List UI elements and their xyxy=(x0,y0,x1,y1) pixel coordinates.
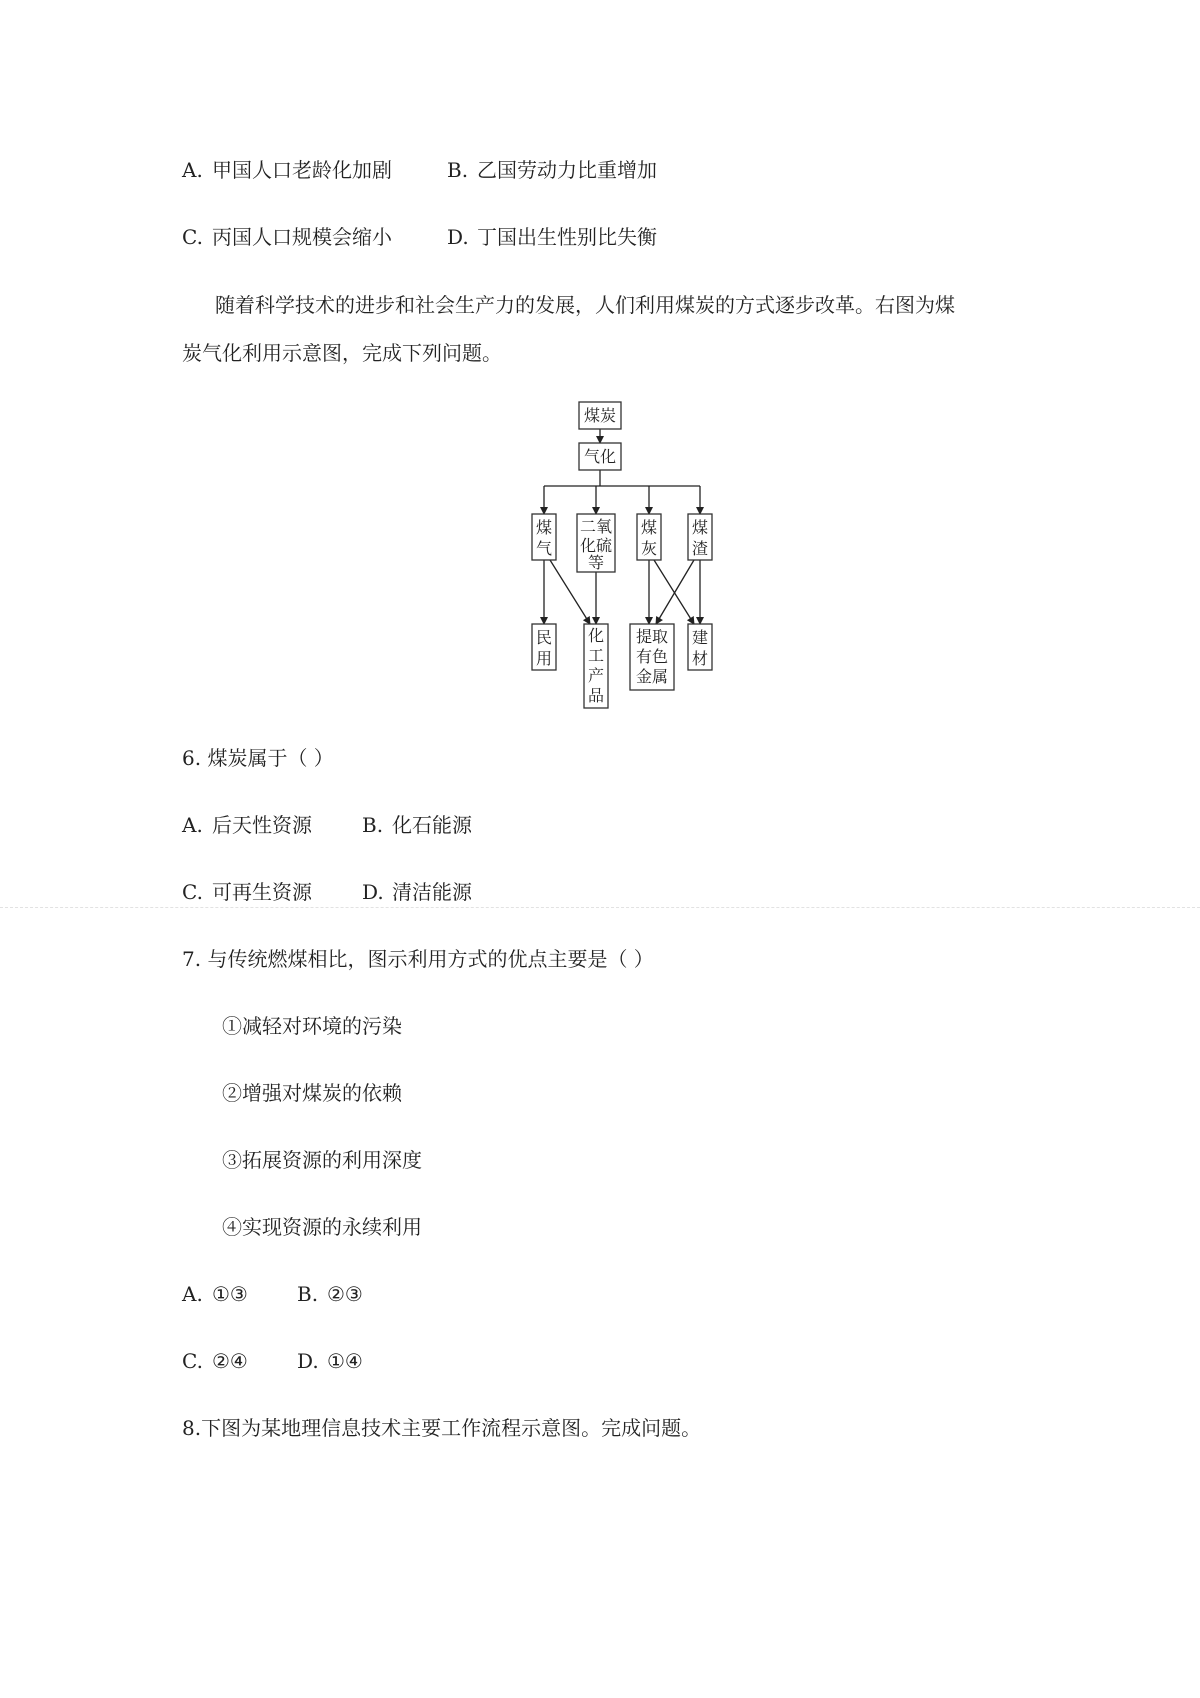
option-letter: A. xyxy=(182,813,203,837)
option-letter: B. xyxy=(447,158,469,182)
option-letter: B. xyxy=(297,1282,319,1306)
option-text: 乙国劳动力比重增加 xyxy=(477,158,657,182)
option-letter: D. xyxy=(447,225,469,249)
q6-stem: 6. 煤炭属于（ ） xyxy=(182,746,334,770)
option-letter: D. xyxy=(362,880,384,904)
node-ash xyxy=(637,514,661,560)
node-gas xyxy=(532,514,556,560)
node-metal-line-2: 有色 xyxy=(635,647,669,666)
option-text: ②④ xyxy=(212,1349,248,1373)
node-civil xyxy=(532,624,556,670)
node-gasify-label: 气化 xyxy=(583,447,617,466)
node-build-line-1: 建 xyxy=(691,628,709,647)
q7-item-4: ④实现资源的永续利用 xyxy=(222,1215,422,1239)
node-civil-line-2: 用 xyxy=(535,649,553,668)
node-ash-line-2: 灰 xyxy=(640,539,658,558)
q6-option-c xyxy=(182,878,312,906)
q7-stem: 7. 与传统燃煤相比，图示利用方式的优点主要是（ ） xyxy=(182,947,654,971)
q7-option-d xyxy=(297,1347,363,1375)
coal-gasification-diagram xyxy=(520,398,720,710)
node-chem-line-4: 品 xyxy=(587,686,605,705)
node-civil-line-1: 民 xyxy=(535,628,553,647)
node-build xyxy=(688,624,712,670)
q5-option-a xyxy=(182,156,392,184)
node-gasify xyxy=(579,443,621,470)
option-text: 清洁能源 xyxy=(392,880,472,904)
option-text: 丙国人口规模会缩小 xyxy=(212,225,392,249)
q6-option-d xyxy=(362,878,472,906)
node-gas-line-2: 气 xyxy=(535,539,553,558)
option-text: 化石能源 xyxy=(392,813,472,837)
option-letter: B. xyxy=(362,813,384,837)
node-chem-line-2: 工 xyxy=(587,646,605,665)
q6-option-b xyxy=(362,811,472,839)
option-text: ①④ xyxy=(327,1349,363,1373)
option-text: ①③ xyxy=(212,1282,248,1306)
node-metal-line-3: 金属 xyxy=(635,667,669,686)
q7-item-3: ③拓展资源的利用深度 xyxy=(222,1148,422,1172)
option-text: 甲国人口老龄化加剧 xyxy=(212,158,392,182)
node-slag-line-2: 渣 xyxy=(691,539,709,558)
node-build-line-2: 材 xyxy=(691,649,709,668)
node-chem-line-1: 化 xyxy=(587,626,605,645)
passage-line-2: 炭气化利用示意图，完成下列问题。 xyxy=(182,341,502,365)
node-metal xyxy=(630,624,674,690)
node-slag xyxy=(688,514,712,560)
node-coal xyxy=(579,402,621,429)
q7-option-c xyxy=(182,1347,248,1375)
option-text: 可再生资源 xyxy=(212,880,312,904)
q5-option-d xyxy=(447,223,657,251)
node-so2-line-2: 化硫 xyxy=(579,536,613,555)
node-so2-line-3: 等 xyxy=(587,553,605,572)
q5-option-b xyxy=(447,156,657,184)
node-chem-line-3: 产 xyxy=(587,666,605,685)
node-gas-line-1: 煤 xyxy=(535,518,553,537)
q5-option-c xyxy=(182,223,392,251)
option-letter: D. xyxy=(297,1349,319,1373)
option-text: 后天性资源 xyxy=(212,813,312,837)
page-divider xyxy=(0,907,1200,908)
option-letter: A. xyxy=(182,1282,203,1306)
option-text: ②③ xyxy=(327,1282,363,1306)
q8-stem: 8.下图为某地理信息技术主要工作流程示意图。完成问题。 xyxy=(182,1416,702,1440)
node-slag-line-1: 煤 xyxy=(691,518,709,537)
node-chem xyxy=(584,624,608,708)
node-coal-label: 煤炭 xyxy=(583,406,617,425)
node-metal-line-1: 提取 xyxy=(635,627,669,646)
option-letter: A. xyxy=(182,158,203,182)
option-text: 丁国出生性别比失衡 xyxy=(477,225,657,249)
node-so2 xyxy=(577,514,615,572)
option-letter: C. xyxy=(182,1349,203,1373)
option-letter: C. xyxy=(182,880,203,904)
q7-option-b xyxy=(297,1280,363,1308)
option-letter: C. xyxy=(182,225,203,249)
node-so2-line-1: 二氧 xyxy=(579,517,613,536)
q7-item-1: ①减轻对环境的污染 xyxy=(222,1014,402,1038)
q7-item-2: ②增强对煤炭的依赖 xyxy=(222,1081,402,1105)
q6-option-a xyxy=(182,811,312,839)
passage-line-1: 随着科学技术的进步和社会生产力的发展，人们利用煤炭的方式逐步改革。右图为煤 xyxy=(215,293,955,317)
node-ash-line-1: 煤 xyxy=(640,518,658,537)
q7-option-a xyxy=(182,1280,248,1308)
